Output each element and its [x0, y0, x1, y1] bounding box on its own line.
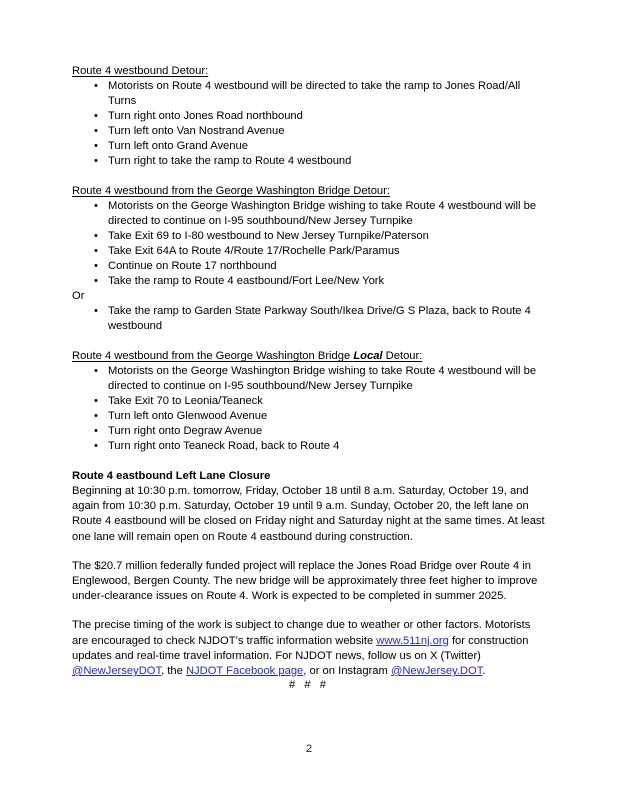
bullet-icon: •	[94, 245, 98, 257]
list-item	[72, 229, 546, 244]
bullet-icon: •	[94, 110, 98, 122]
bullet-icon: •	[94, 365, 98, 377]
link-511nj[interactable]: www.511nj.org	[376, 634, 449, 647]
detour-list-gwb-alternative	[72, 304, 546, 334]
bullet-icon: •	[94, 80, 98, 92]
heading-emphasis-local: Local	[353, 350, 383, 362]
timing-text-2: for construction updates and real-time travel information. For NJDOT news, follow us on X (Twitter)	[72, 634, 529, 662]
list-item-text: Motorists on the George Washington Bridge wishing to take Route 4 westbound will be directed to continue on I-95 southbound/New Jersey Turnpike	[108, 200, 537, 227]
end-of-release-marker: # # #	[289, 679, 329, 691]
section-spacer	[72, 169, 546, 184]
list-item-text: Turn right to take the ramp to Route 4 westbound	[108, 155, 352, 167]
heading-text-part1: Route 4 westbound from the George Washington Bridge	[72, 350, 354, 362]
timing-text-4: , or on Instagram	[303, 665, 391, 678]
list-item-text: Turn right onto Jones Road northbound	[108, 110, 303, 122]
bullet-icon: •	[94, 275, 98, 287]
list-item-text: Motorists on Route 4 westbound will be directed to take the ramp to Jones Road/All Turns	[108, 80, 521, 107]
list-item	[72, 259, 546, 274]
eastbound-closure-paragraph: Beginning at 10:30 p.m. tomorrow, Friday, October 18 until 8 a.m. Saturday, October 19, and again from 10:30 p.m. Saturday, October 19 until 9 a.m. Sunday, October 20, the left lane on Route 4 eastbound will be closed on Friday night and Saturday night at the same times. At least one lane will remain open on Route 4 eastbound during construction.	[72, 485, 545, 543]
bullet-icon: •	[94, 260, 98, 272]
list-item	[72, 304, 546, 334]
timing-and-links-paragraph	[72, 618, 546, 679]
bullet-icon: •	[94, 410, 98, 422]
list-item-text: Turn right onto Degraw Avenue	[108, 425, 263, 437]
list-item-text: Turn left onto Grand Avenue	[108, 140, 248, 152]
detour-list-gwb-local	[72, 364, 546, 454]
list-item	[72, 199, 546, 229]
detour-list-gwb	[72, 199, 546, 289]
list-item	[72, 424, 546, 439]
bullet-icon: •	[94, 395, 98, 407]
list-item	[72, 244, 546, 259]
bullet-icon: •	[94, 305, 98, 317]
list-item	[72, 124, 546, 139]
list-item	[72, 274, 546, 289]
list-item	[72, 154, 546, 169]
bullet-icon: •	[94, 125, 98, 137]
list-item-text: Turn left onto Glenwood Avenue	[108, 410, 268, 422]
section-heading-westbound-detour: Route 4 westbound Detour:	[72, 65, 209, 77]
list-item	[72, 364, 546, 394]
list-item	[72, 394, 546, 409]
paragraph-spacer	[72, 604, 546, 618]
bullet-icon: •	[94, 155, 98, 167]
section-spacer	[72, 454, 546, 469]
list-item	[72, 139, 546, 154]
list-item	[72, 439, 546, 454]
list-item-text: Take the ramp to Garden State Parkway South/Ikea Drive/G S Plaza, back to Route 4 westbound	[108, 305, 531, 332]
list-item-text: Take Exit 64A to Route 4/Route 17/Rochelle Park/Paramus	[108, 245, 400, 257]
bullet-icon: •	[94, 230, 98, 242]
heading-text-part2: Detour:	[382, 350, 423, 362]
list-item-text: Motorists on the George Washington Bridge wishing to take Route 4 westbound will be directed to continue on I-95 southbound/New Jersey Turnpike	[108, 365, 537, 392]
bullet-icon: •	[94, 425, 98, 437]
list-item	[72, 79, 546, 109]
section-spacer	[72, 334, 546, 349]
section-heading-gwb-local-detour	[72, 349, 546, 364]
timing-text-1: The precise timing of the work is subject to change due to weather or other factors. Motorists are encouraged to check NJDOT’s traffic information website	[72, 619, 531, 647]
link-njdot-facebook-page[interactable]: NJDOT Facebook page	[185, 665, 304, 678]
link-twitter-newjerseydot[interactable]: @NewJerseyDOT	[72, 665, 162, 678]
bullet-icon: •	[94, 200, 98, 212]
timing-text-3: , the	[161, 665, 186, 678]
list-item-text: Take Exit 70 to Leonia/Teaneck	[108, 395, 263, 407]
alternative-or-label: Or	[72, 290, 85, 302]
document-body	[72, 64, 546, 755]
list-item-text: Take the ramp to Route 4 eastbound/Fort Lee/New York	[108, 275, 385, 287]
detour-list-westbound	[72, 79, 546, 169]
list-item-text: Turn right onto Teaneck Road, back to Route 4	[108, 440, 340, 452]
bullet-icon: •	[94, 140, 98, 152]
list-item-text: Take Exit 69 to I-80 westbound to New Jersey Turnpike/Paterson	[108, 230, 429, 242]
list-item	[72, 109, 546, 124]
link-instagram-newjersey-dot[interactable]: @NewJersey.DOT	[390, 665, 483, 678]
list-item	[72, 409, 546, 424]
list-item-text: Turn left onto Van Nostrand Avenue	[108, 125, 285, 137]
list-item-text: Continue on Route 17 northbound	[108, 260, 277, 272]
page-number: 2	[305, 743, 313, 755]
section-heading-gwb-detour: Route 4 westbound from the George Washington Bridge Detour:	[72, 185, 390, 197]
project-funding-paragraph: The $20.7 million federally funded project will replace the Jones Road Bridge over Route 4 in Englewood, Bergen County. The new bridge will be approximately three feet higher to improve under-clearance issues on Route 4. Work is expected to be completed in summer 2025.	[72, 559, 538, 603]
timing-text-5: .	[482, 665, 486, 678]
section-heading-eastbound-lane-closure: Route 4 eastbound Left Lane Closure	[72, 470, 271, 482]
bullet-icon: •	[94, 440, 98, 452]
paragraph-spacer	[72, 545, 546, 559]
